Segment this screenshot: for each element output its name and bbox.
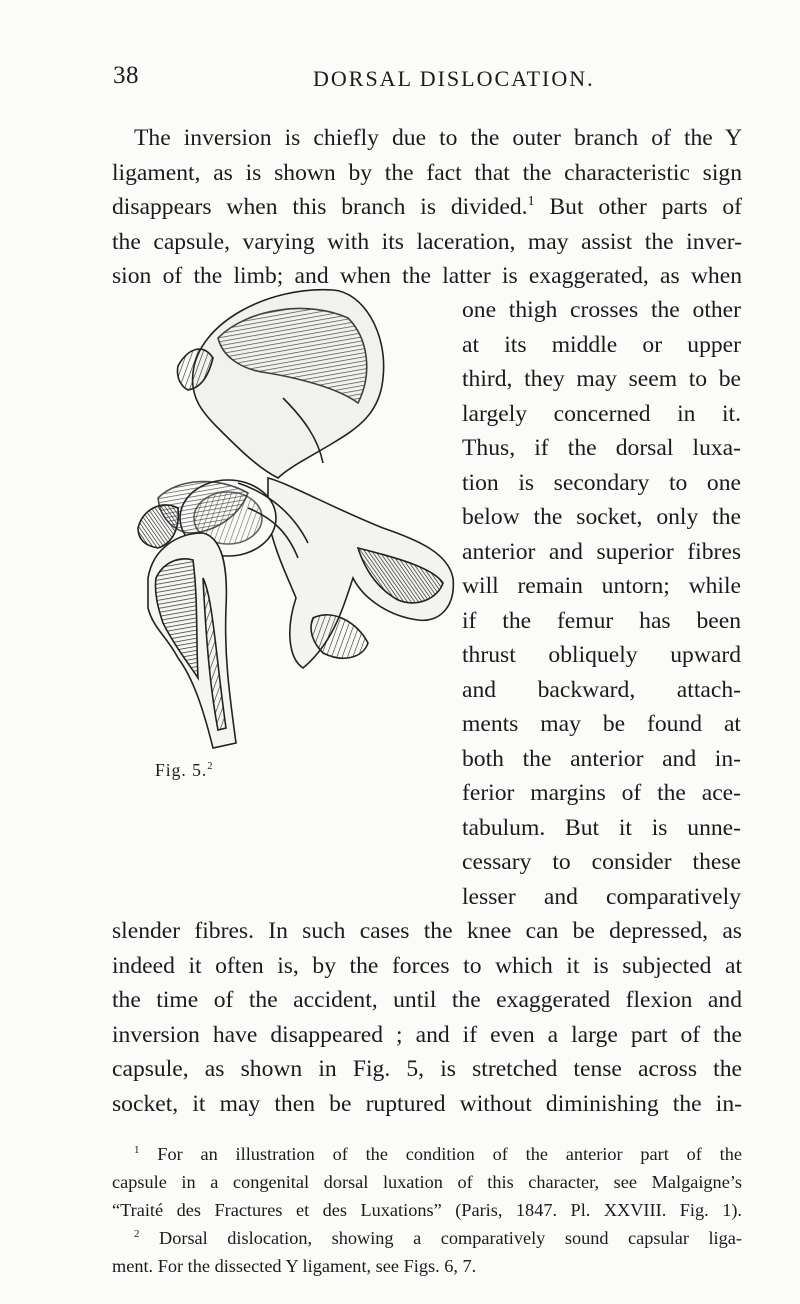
- running-head: DORSAL DISLOCATION.: [313, 66, 595, 91]
- body-line: sion of the limb; and when the latter is exaggerated, as when: [112, 263, 742, 289]
- wrap-line: tabulum. But it is unne-: [462, 815, 741, 841]
- wrap-line: third, they may seem to be: [462, 366, 741, 392]
- wrap-line: Thus, if the dorsal luxa-: [462, 435, 741, 461]
- wrap-line: below the socket, only the: [462, 504, 741, 530]
- wrap-line: one thigh crosses the other: [462, 297, 741, 323]
- footnote-marker: 2: [134, 1227, 140, 1240]
- footnote-line: [112, 1145, 742, 1163]
- body-line: the capsule, varying with its laceration, may assist the inver-: [112, 229, 742, 255]
- footnote-line: “Traité des Fractures et des Luxations” (Paris, 1847. Pl. XXVIII. Fig. 1).: [112, 1200, 742, 1220]
- footnote-ref: 1: [527, 193, 535, 210]
- footnote-text: Dorsal dislocation, showing a comparatively sound capsular liga-: [159, 1228, 742, 1248]
- wrap-line: will remain untorn; while: [462, 573, 741, 599]
- wrap-line: tion is secondary to one: [462, 470, 741, 496]
- body-line: capsule, as shown in Fig. 5, is stretched tense across the: [112, 1056, 742, 1082]
- wrap-line: cessary to consider these: [462, 849, 741, 875]
- wrap-line: both the anterior and in-: [462, 746, 741, 772]
- wrap-line: lesser and comparatively: [462, 884, 741, 910]
- body-line-tail: But other parts of: [534, 194, 742, 220]
- wrap-line: if the femur has been: [462, 608, 741, 634]
- body-line: [112, 193, 742, 220]
- footnote-line: ment. For the dissected Y ligament, see Figs. 6, 7.: [112, 1256, 477, 1276]
- page-number: 38: [113, 62, 139, 89]
- figure-footnote-ref: 2: [207, 761, 214, 773]
- wrap-line: thrust obliquely upward: [462, 642, 741, 668]
- footnote-text: For an illustration of the condition of the anterior part of the: [157, 1144, 742, 1164]
- footnote-line: [112, 1229, 742, 1247]
- body-line-text: disappears when this branch is divided.: [112, 194, 528, 220]
- figure-caption: [155, 760, 213, 781]
- body-line: The inversion is chiefly due to the outer branch of the Y: [134, 125, 742, 151]
- footnote-line: capsule in a congenital dorsal luxation of this character, see Malgaigne’s: [112, 1172, 742, 1192]
- pelvis-femur-illustration: [118, 278, 458, 760]
- wrap-line: ments may be found at: [462, 711, 741, 737]
- wrap-line: anterior and superior fibres: [462, 539, 741, 565]
- wrap-line: ferior margins of the ace-: [462, 780, 741, 806]
- figure-caption-text: Fig. 5.: [155, 760, 208, 780]
- wrap-line: at its middle or upper: [462, 332, 741, 358]
- body-line: indeed it often is, by the forces to which it is subjected at: [112, 953, 742, 979]
- footnote-marker: 1: [134, 1143, 140, 1156]
- wrap-line: and backward, attach-: [462, 677, 741, 703]
- wrap-line: largely concerned in it.: [462, 401, 741, 427]
- body-line: ligament, as is shown by the fact that the characteristic sign: [112, 160, 742, 186]
- body-line: slender fibres. In such cases the knee can be depressed, as: [112, 918, 742, 944]
- body-line: inversion have disappeared ; and if even a large part of the: [112, 1022, 742, 1048]
- body-line: socket, it may then be ruptured without diminishing the in-: [112, 1091, 742, 1117]
- body-line: the time of the accident, until the exaggerated flexion and: [112, 987, 742, 1013]
